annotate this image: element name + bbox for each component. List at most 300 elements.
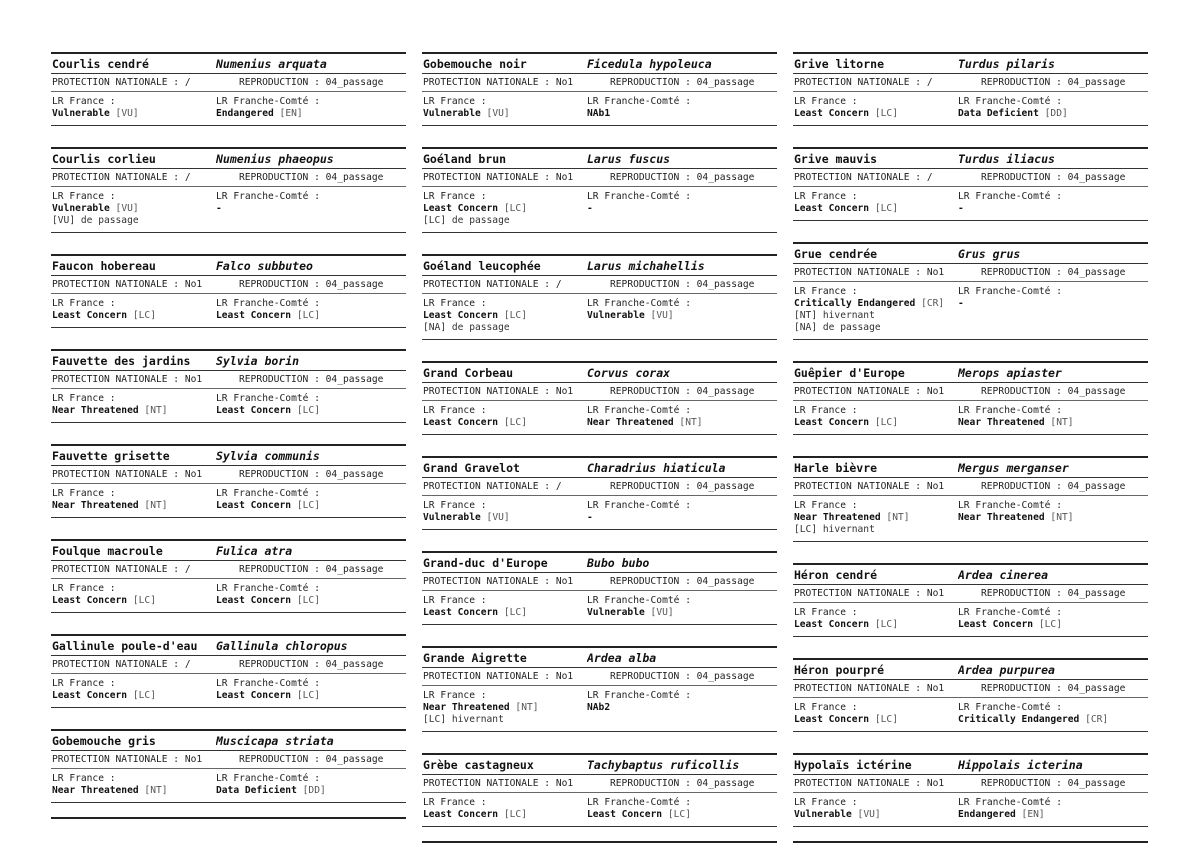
lr-fc-label: LR Franche-Comté : xyxy=(958,607,1062,618)
protection-row xyxy=(422,74,777,92)
protection-status: PROTECTION NATIONALE : No1 xyxy=(794,481,945,492)
lr-franche-comte xyxy=(216,583,320,607)
lr-fc-label: LR Franche-Comté : xyxy=(958,797,1062,808)
lr-fc-status: NAb2 xyxy=(587,702,611,713)
lr-france-label: LR France : xyxy=(52,298,116,309)
lr-fc-value xyxy=(958,417,1074,429)
latin-name: Numenius phaeopus xyxy=(216,151,334,166)
latin-name: Turdus pilaris xyxy=(958,56,1055,71)
lr-fc-status: - xyxy=(216,203,222,214)
protection-row xyxy=(51,169,406,187)
protection-row xyxy=(51,74,406,92)
lr-france-label: LR France : xyxy=(52,393,116,404)
lr-fc-value xyxy=(587,203,691,215)
species-header xyxy=(51,149,406,169)
species-card xyxy=(422,551,777,625)
reproduction-status: REPRODUCTION : 04_passage xyxy=(610,172,755,183)
reproduction-status: REPRODUCTION : 04_passage xyxy=(981,172,1126,183)
lr-france-label: LR France : xyxy=(423,500,487,511)
lr-france-label: LR France : xyxy=(423,298,487,309)
latin-name: Bubo bubo xyxy=(587,555,650,570)
protection-row xyxy=(422,775,777,793)
protection-status: PROTECTION NATIONALE : / xyxy=(794,172,933,183)
species-header xyxy=(422,553,777,573)
lr-france-value xyxy=(52,203,216,215)
lr-fc-value xyxy=(216,405,320,417)
protection-status: PROTECTION NATIONALE : / xyxy=(423,481,562,492)
lr-france-value xyxy=(794,714,958,726)
species-header xyxy=(793,458,1148,478)
latin-name: Grus grus xyxy=(958,246,1021,261)
lr-fc-value xyxy=(587,607,691,619)
lr-franche-comte xyxy=(958,191,1062,215)
species-card xyxy=(51,539,406,613)
red-list-row xyxy=(51,769,406,803)
lr-france-status: Vulnerable xyxy=(423,512,481,523)
protection-status: PROTECTION NATIONALE : No1 xyxy=(794,588,945,599)
column-end-rule xyxy=(422,841,777,843)
lr-france-label: LR France : xyxy=(794,191,858,202)
latin-name: Ardea purpurea xyxy=(958,662,1055,677)
lr-france xyxy=(51,298,216,322)
lr-fc-code: [NT] xyxy=(1050,512,1074,523)
species-column-1 xyxy=(51,52,406,819)
lr-fc-value xyxy=(216,108,320,120)
lr-france-status: Critically Endangered xyxy=(794,298,916,309)
red-list-row xyxy=(51,294,406,328)
protection-row xyxy=(51,276,406,294)
lr-france-value xyxy=(52,405,216,417)
lr-france-status: Least Concern xyxy=(794,417,870,428)
lr-france xyxy=(51,393,216,417)
reproduction-status: REPRODUCTION : 04_passage xyxy=(239,172,384,183)
lr-fc-status: Data Deficient xyxy=(216,785,297,796)
common-name: Héron pourpré xyxy=(794,662,885,677)
species-card xyxy=(422,361,777,435)
lr-fc-value xyxy=(958,619,1062,631)
lr-france-value xyxy=(423,512,587,524)
lr-france-code: [LC] xyxy=(503,607,527,618)
lr-france xyxy=(793,797,958,821)
reproduction-status: REPRODUCTION : 04_passage xyxy=(981,778,1126,789)
lr-france xyxy=(51,583,216,607)
lr-fc-status: Least Concern xyxy=(216,595,292,606)
lr-france-status: Near Threatened xyxy=(52,785,139,796)
lr-france-status: Least Concern xyxy=(423,417,499,428)
species-card xyxy=(51,729,406,803)
lr-france-status: Least Concern xyxy=(423,310,499,321)
lr-franche-comte xyxy=(958,96,1068,120)
lr-fc-status: Least Concern xyxy=(216,500,292,511)
lr-france-value xyxy=(794,298,958,310)
lr-fc-value xyxy=(958,809,1062,821)
lr-fc-code: [DD] xyxy=(302,785,326,796)
common-name: Grand Corbeau xyxy=(423,365,514,380)
reproduction-status: REPRODUCTION : 04_passage xyxy=(610,279,755,290)
lr-france-value xyxy=(794,619,958,631)
lr-france-value xyxy=(52,690,216,702)
lr-france-label: LR France : xyxy=(52,583,116,594)
latin-name: Larus fuscus xyxy=(587,151,671,166)
species-header xyxy=(422,755,777,775)
red-list-row xyxy=(51,187,406,233)
protection-row xyxy=(793,680,1148,698)
lr-france-label: LR France : xyxy=(52,488,116,499)
lr-fc-label: LR Franche-Comté : xyxy=(958,702,1062,713)
red-list-row xyxy=(422,92,777,126)
lr-france-status: Near Threatened xyxy=(52,500,139,511)
lr-franche-comte xyxy=(216,488,320,512)
reproduction-status: REPRODUCTION : 04_passage xyxy=(610,481,755,492)
lr-france-code: [LC] xyxy=(132,310,156,321)
red-list-row xyxy=(422,294,777,340)
lr-france-status: Least Concern xyxy=(423,809,499,820)
latin-name: Sylvia communis xyxy=(216,448,320,463)
reproduction-status: REPRODUCTION : 04_passage xyxy=(610,77,755,88)
lr-france xyxy=(793,702,958,726)
species-header xyxy=(51,446,406,466)
species-card xyxy=(422,753,777,827)
lr-fc-value xyxy=(958,512,1074,524)
species-card xyxy=(793,563,1148,637)
lr-france-status: Least Concern xyxy=(52,310,128,321)
lr-france xyxy=(793,500,958,536)
protection-row xyxy=(793,74,1148,92)
reproduction-status: REPRODUCTION : 04_passage xyxy=(981,683,1126,694)
lr-france-code: [NT] xyxy=(886,512,910,523)
lr-fc-label: LR Franche-Comté : xyxy=(958,500,1062,511)
lr-fc-status: Least Concern xyxy=(958,619,1034,630)
protection-row xyxy=(422,478,777,496)
protection-row xyxy=(422,276,777,294)
lr-fc-value xyxy=(958,714,1108,726)
red-list-row xyxy=(422,496,777,530)
lr-fc-status: NAb1 xyxy=(587,108,611,119)
lr-france-code: [NT] xyxy=(144,405,168,416)
lr-fc-value xyxy=(587,310,691,322)
lr-fc-code: [NT] xyxy=(679,417,703,428)
lr-fc-value xyxy=(216,203,320,215)
lr-france-code: [LC] xyxy=(874,108,898,119)
lr-fc-label: LR Franche-Comté : xyxy=(587,298,691,309)
lr-france-value xyxy=(423,108,587,120)
red-list-row xyxy=(51,389,406,423)
lr-france-label: LR France : xyxy=(794,500,858,511)
lr-france-code: [CR] xyxy=(921,298,945,309)
lr-france-status: Least Concern xyxy=(794,619,870,630)
lr-fc-value xyxy=(958,203,1062,215)
species-header xyxy=(51,636,406,656)
lr-fc-code: [LC] xyxy=(296,310,320,321)
lr-france-value xyxy=(52,785,216,797)
lr-france-extra: [LC] de passage xyxy=(423,215,510,226)
common-name: Courlis cendré xyxy=(52,56,149,71)
lr-france-status: Vulnerable xyxy=(52,203,110,214)
species-header xyxy=(51,541,406,561)
lr-france-value xyxy=(794,203,958,215)
red-list-row xyxy=(422,401,777,435)
lr-fc-status: Least Concern xyxy=(216,310,292,321)
protection-status: PROTECTION NATIONALE : No1 xyxy=(794,386,945,397)
lr-fc-code: [DD] xyxy=(1044,108,1068,119)
common-name: Gobemouche gris xyxy=(52,733,156,748)
lr-france-label: LR France : xyxy=(423,797,487,808)
lr-france-extras xyxy=(423,322,587,334)
lr-fc-label: LR Franche-Comté : xyxy=(587,191,691,202)
species-card xyxy=(51,444,406,518)
lr-france-value xyxy=(794,512,958,524)
protection-status: PROTECTION NATIONALE : No1 xyxy=(52,279,203,290)
protection-status: PROTECTION NATIONALE : No1 xyxy=(423,77,574,88)
reproduction-status: REPRODUCTION : 04_passage xyxy=(981,267,1126,278)
protection-row xyxy=(793,775,1148,793)
lr-france-extra: [LC] hivernant xyxy=(794,524,875,535)
lr-france-label: LR France : xyxy=(52,678,116,689)
species-header xyxy=(422,458,777,478)
lr-france-value xyxy=(794,809,958,821)
lr-fc-code: [EN] xyxy=(1021,809,1045,820)
lr-fc-code: [CR] xyxy=(1085,714,1109,725)
lr-fc-status: - xyxy=(587,203,593,214)
common-name: Grive litorne xyxy=(794,56,885,71)
latin-name: Merops apiaster xyxy=(958,365,1062,380)
lr-france-code: [VU] xyxy=(115,108,139,119)
protection-row xyxy=(51,656,406,674)
latin-name: Mergus merganser xyxy=(958,460,1069,475)
common-name: Gobemouche noir xyxy=(423,56,527,71)
lr-fc-label: LR Franche-Comté : xyxy=(587,500,691,511)
lr-fc-label: LR Franche-Comté : xyxy=(216,583,320,594)
protection-status: PROTECTION NATIONALE : / xyxy=(423,279,562,290)
reproduction-status: REPRODUCTION : 04_passage xyxy=(239,279,384,290)
lr-france-code: [VU] xyxy=(486,512,510,523)
common-name: Fauvette grisette xyxy=(52,448,170,463)
column-end-rule xyxy=(793,841,1148,843)
species-card xyxy=(793,753,1148,827)
reproduction-status: REPRODUCTION : 04_passage xyxy=(239,469,384,480)
latin-name: Ardea cinerea xyxy=(958,567,1049,582)
lr-france-extra: [NA] de passage xyxy=(423,322,510,333)
lr-fc-value xyxy=(587,809,691,821)
lr-fc-value xyxy=(216,785,326,797)
lr-franche-comte xyxy=(216,298,320,322)
common-name: Grande Aigrette xyxy=(423,650,527,665)
lr-france-label: LR France : xyxy=(52,96,116,107)
lr-france-status: Near Threatened xyxy=(52,405,139,416)
lr-franche-comte xyxy=(958,286,1062,334)
reproduction-status: REPRODUCTION : 04_passage xyxy=(239,374,384,385)
lr-france-code: [NT] xyxy=(144,785,168,796)
lr-fc-value xyxy=(216,500,320,512)
reproduction-status: REPRODUCTION : 04_passage xyxy=(981,386,1126,397)
common-name: Grand Gravelot xyxy=(423,460,520,475)
protection-status: PROTECTION NATIONALE : No1 xyxy=(423,671,574,682)
protection-row xyxy=(793,169,1148,187)
lr-france xyxy=(51,678,216,702)
lr-fc-value xyxy=(587,702,691,714)
lr-france-status: Near Threatened xyxy=(423,702,510,713)
lr-fc-code: [LC] xyxy=(296,595,320,606)
reproduction-status: REPRODUCTION : 04_passage xyxy=(239,754,384,765)
lr-fc-label: LR Franche-Comté : xyxy=(216,393,320,404)
lr-fc-value xyxy=(958,108,1068,120)
lr-france-value xyxy=(423,203,587,215)
protection-row xyxy=(793,264,1148,282)
lr-fc-status: Near Threatened xyxy=(587,417,674,428)
lr-france-status: Least Concern xyxy=(52,595,128,606)
lr-france-extra: [NA] de passage xyxy=(794,322,881,333)
lr-fc-label: LR Franche-Comté : xyxy=(958,405,1062,416)
species-header xyxy=(422,363,777,383)
lr-france-value xyxy=(423,607,587,619)
lr-fc-code: [VU] xyxy=(650,310,674,321)
lr-franche-comte xyxy=(216,393,320,417)
lr-fc-status: Near Threatened xyxy=(958,417,1045,428)
lr-fc-label: LR Franche-Comté : xyxy=(216,96,320,107)
lr-fc-status: Endangered xyxy=(216,108,274,119)
red-list-row xyxy=(422,187,777,233)
lr-france-code: [LC] xyxy=(874,714,898,725)
column-end-rule xyxy=(51,817,406,819)
lr-france-label: LR France : xyxy=(423,191,487,202)
lr-fc-label: LR Franche-Comté : xyxy=(216,298,320,309)
latin-name: Gallinula chloropus xyxy=(216,638,348,653)
lr-france-value xyxy=(423,809,587,821)
protection-status: PROTECTION NATIONALE : / xyxy=(52,172,191,183)
lr-fc-code: [NT] xyxy=(1050,417,1074,428)
lr-fc-label: LR Franche-Comté : xyxy=(587,595,691,606)
common-name: Grive mauvis xyxy=(794,151,878,166)
lr-france xyxy=(51,488,216,512)
lr-france-label: LR France : xyxy=(52,191,116,202)
lr-fc-status: Data Deficient xyxy=(958,108,1039,119)
species-column-2 xyxy=(422,52,777,843)
species-card xyxy=(51,634,406,708)
protection-row xyxy=(793,585,1148,603)
red-list-row xyxy=(793,187,1148,221)
lr-france xyxy=(422,595,587,619)
reproduction-status: REPRODUCTION : 04_passage xyxy=(610,671,755,682)
reproduction-status: REPRODUCTION : 04_passage xyxy=(239,77,384,88)
reproduction-status: REPRODUCTION : 04_passage xyxy=(981,77,1126,88)
common-name: Grèbe castagneux xyxy=(423,757,534,772)
lr-fc-label: LR Franche-Comté : xyxy=(958,286,1062,297)
protection-row xyxy=(793,478,1148,496)
lr-france-extra: [VU] de passage xyxy=(52,215,139,226)
lr-france-code: [LC] xyxy=(874,417,898,428)
lr-fc-code: [LC] xyxy=(667,809,691,820)
lr-france-label: LR France : xyxy=(794,797,858,808)
species-card xyxy=(51,147,406,233)
common-name: Guêpier d'Europe xyxy=(794,365,905,380)
lr-france xyxy=(793,286,958,334)
species-column-3 xyxy=(793,52,1148,843)
lr-france-value xyxy=(423,310,587,322)
lr-france-code: [VU] xyxy=(486,108,510,119)
lr-france-value xyxy=(794,108,958,120)
lr-france-status: Least Concern xyxy=(794,108,870,119)
lr-france-extras xyxy=(794,524,958,536)
common-name: Grand-duc d'Europe xyxy=(423,555,548,570)
species-header xyxy=(422,54,777,74)
protection-status: PROTECTION NATIONALE : / xyxy=(52,659,191,670)
lr-france xyxy=(422,96,587,120)
species-header xyxy=(422,149,777,169)
lr-france xyxy=(793,405,958,429)
reproduction-status: REPRODUCTION : 04_passage xyxy=(610,576,755,587)
protection-status: PROTECTION NATIONALE : / xyxy=(52,77,191,88)
lr-france xyxy=(51,96,216,120)
latin-name: Larus michahellis xyxy=(587,258,705,273)
lr-france-extra: [LC] hivernant xyxy=(423,714,504,725)
protection-status: PROTECTION NATIONALE : No1 xyxy=(423,386,574,397)
lr-france-extra: [NT] hivernant xyxy=(794,310,875,321)
reproduction-status: REPRODUCTION : 04_passage xyxy=(610,386,755,397)
lr-fc-code: [EN] xyxy=(279,108,303,119)
common-name: Fauvette des jardins xyxy=(52,353,191,368)
lr-franche-comte xyxy=(958,797,1062,821)
lr-fc-status: Vulnerable xyxy=(587,607,645,618)
lr-france-extras xyxy=(423,215,587,227)
lr-france-code: [LC] xyxy=(503,809,527,820)
lr-fc-label: LR Franche-Comté : xyxy=(587,405,691,416)
common-name: Goéland brun xyxy=(423,151,507,166)
lr-fc-code: [LC] xyxy=(296,500,320,511)
lr-franche-comte xyxy=(587,595,691,619)
lr-franche-comte xyxy=(958,607,1062,631)
lr-franche-comte xyxy=(587,797,691,821)
lr-france-code: [NT] xyxy=(515,702,539,713)
lr-fc-code: [VU] xyxy=(650,607,674,618)
common-name: Héron cendré xyxy=(794,567,878,582)
species-header xyxy=(422,648,777,668)
latin-name: Ficedula hypoleuca xyxy=(587,56,712,71)
lr-franche-comte xyxy=(216,773,326,797)
common-name: Grue cendrée xyxy=(794,246,878,261)
protection-row xyxy=(422,668,777,686)
red-list-row xyxy=(51,579,406,613)
lr-france-status: Least Concern xyxy=(794,203,870,214)
lr-france-code: [LC] xyxy=(503,417,527,428)
species-card xyxy=(51,349,406,423)
lr-fc-label: LR Franche-Comté : xyxy=(216,488,320,499)
lr-fc-value xyxy=(216,690,320,702)
protection-status: PROTECTION NATIONALE : No1 xyxy=(794,267,945,278)
lr-france-code: [LC] xyxy=(503,203,527,214)
red-list-row xyxy=(422,793,777,827)
lr-fc-code: [LC] xyxy=(1038,619,1062,630)
latin-name: Fulica atra xyxy=(216,543,293,558)
lr-france-extras xyxy=(794,310,958,334)
latin-name: Numenius arquata xyxy=(216,56,327,71)
red-list-row xyxy=(793,603,1148,637)
reproduction-status: REPRODUCTION : 04_passage xyxy=(981,481,1126,492)
latin-name: Sylvia borin xyxy=(216,353,300,368)
lr-france-label: LR France : xyxy=(423,690,487,701)
species-header xyxy=(793,565,1148,585)
lr-franche-comte xyxy=(587,690,691,726)
lr-franche-comte xyxy=(216,96,320,120)
lr-fc-value xyxy=(216,310,320,322)
protection-status: PROTECTION NATIONALE : No1 xyxy=(423,172,574,183)
latin-name: Ardea alba xyxy=(587,650,657,665)
red-list-row xyxy=(51,674,406,708)
lr-franche-comte xyxy=(587,96,691,120)
species-header xyxy=(51,731,406,751)
reproduction-status: REPRODUCTION : 04_passage xyxy=(610,778,755,789)
lr-france-extras xyxy=(423,714,587,726)
lr-france xyxy=(422,405,587,429)
